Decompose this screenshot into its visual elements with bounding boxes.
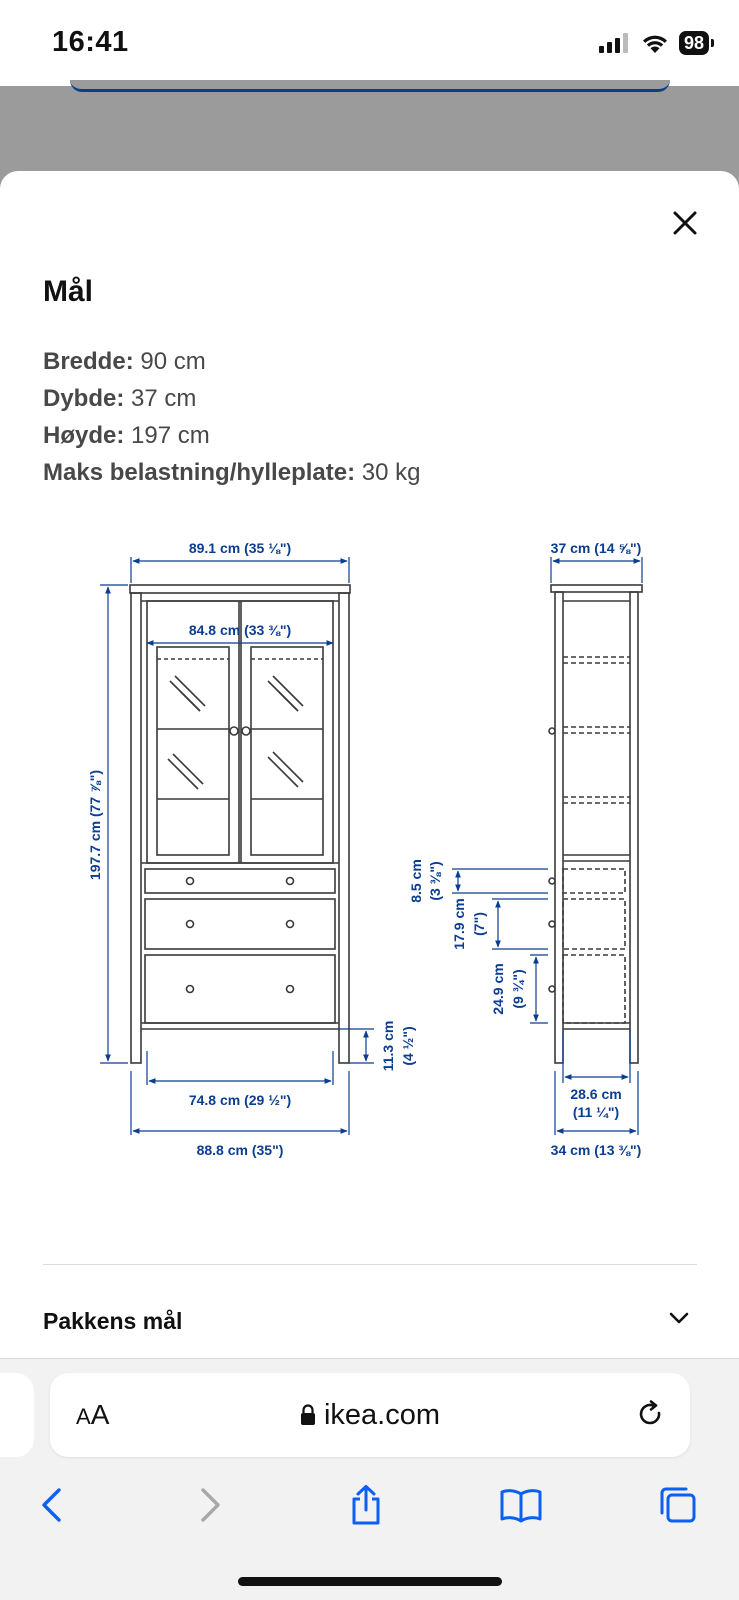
- spec-height: [43, 417, 420, 454]
- spec-value: 197 cm: [124, 422, 210, 449]
- dim-front-top-width: 89.1 cm (35 ⅛"): [188, 540, 292, 556]
- dim-side-inner-depth: 28.6 cm: [570, 1086, 622, 1102]
- dim-side-bottom-depth: 34 cm (13 ⅜"): [550, 1142, 642, 1158]
- dim-side-top-depth: 37 cm (14 ⅝"): [550, 540, 642, 556]
- lock-icon: [300, 1404, 316, 1426]
- package-dimensions-toggle[interactable]: [43, 1301, 697, 1341]
- dim-leg-height-inches: (4 ½"): [400, 1026, 416, 1066]
- section-divider: [43, 1264, 697, 1265]
- dim-drawer2-height: 17.9 cm: [451, 898, 467, 950]
- url-display[interactable]: [50, 1399, 690, 1432]
- reload-button[interactable]: [636, 1399, 666, 1434]
- tabs-button[interactable]: [654, 1481, 702, 1529]
- close-icon: [672, 210, 698, 236]
- close-button[interactable]: [663, 201, 707, 245]
- browser-toolbar: [0, 1459, 739, 1549]
- signal-icon: [599, 33, 631, 53]
- battery-indicator: 98: [679, 31, 709, 55]
- spec-max-load: [43, 454, 420, 491]
- dim-front-inner-bottom-width: 74.8 cm (29 ½"): [188, 1092, 292, 1108]
- front-view-drawing: [130, 585, 350, 1063]
- spec-value: 30 kg: [355, 459, 421, 486]
- browser-bottom-bar: [0, 1358, 739, 1600]
- share-button[interactable]: [342, 1481, 390, 1529]
- dim-front-height: 197.7 cm (77 ⅞"): [87, 769, 103, 881]
- spec-label: Maks belastning/hylleplate:: [43, 459, 356, 486]
- spec-width: [43, 343, 420, 380]
- dim-drawer1-height: 8.5 cm: [408, 859, 424, 903]
- aa-small-letter: A: [76, 1404, 91, 1429]
- share-icon: [348, 1484, 384, 1526]
- book-icon: [499, 1487, 543, 1523]
- spec-value: 37 cm: [124, 385, 197, 412]
- status-bar: [0, 0, 739, 86]
- reload-icon: [636, 1399, 666, 1429]
- home-indicator[interactable]: [238, 1577, 502, 1586]
- previous-tab-peek[interactable]: [0, 1373, 34, 1457]
- spec-value: 90 cm: [133, 348, 206, 375]
- spec-label: Høyde:: [43, 422, 125, 449]
- forward-icon: [197, 1487, 223, 1523]
- status-icons: [599, 31, 709, 55]
- wifi-icon: [641, 33, 669, 54]
- spec-label: Dybde:: [43, 385, 125, 412]
- address-bar[interactable]: [50, 1373, 690, 1457]
- back-button[interactable]: [28, 1481, 76, 1529]
- back-icon: [39, 1487, 65, 1523]
- side-dimension-lines: [452, 557, 642, 1135]
- spec-depth: [43, 380, 420, 417]
- forward-button[interactable]: [186, 1481, 234, 1529]
- aa-large-letter: A: [90, 1399, 110, 1430]
- dim-drawer2-height-inches: (7"): [471, 912, 487, 936]
- dim-front-bottom-width: 88.8 cm (35"): [196, 1142, 284, 1158]
- backdrop-button-edge: [70, 80, 670, 92]
- dim-front-inner-width: 84.8 cm (33 ⅜"): [188, 622, 292, 638]
- dim-leg-height: 11.3 cm: [380, 1020, 396, 1072]
- dim-drawer3-height-inches: (9 ¾"): [510, 969, 526, 1009]
- sheet-title: Mål: [43, 275, 94, 308]
- chevron-down-icon: [669, 1311, 689, 1325]
- spec-list: [43, 343, 420, 491]
- dim-side-inner-depth-inches: (11 ¼"): [572, 1104, 620, 1120]
- package-dimensions-label: Pakkens mål: [43, 1308, 183, 1334]
- status-time: 16:41: [52, 26, 129, 58]
- dimensions-sheet: [0, 171, 739, 1361]
- spec-label: Bredde:: [43, 348, 134, 375]
- url-text: ikea.com: [323, 1399, 441, 1431]
- dim-drawer3-height: 24.9 cm: [490, 963, 506, 1015]
- bookmarks-button[interactable]: [497, 1481, 545, 1529]
- dimension-drawings: [0, 531, 739, 1191]
- side-view-drawing: [549, 585, 642, 1063]
- tabs-icon: [658, 1485, 698, 1525]
- dim-drawer1-height-inches: (3 ⅜"): [427, 861, 443, 901]
